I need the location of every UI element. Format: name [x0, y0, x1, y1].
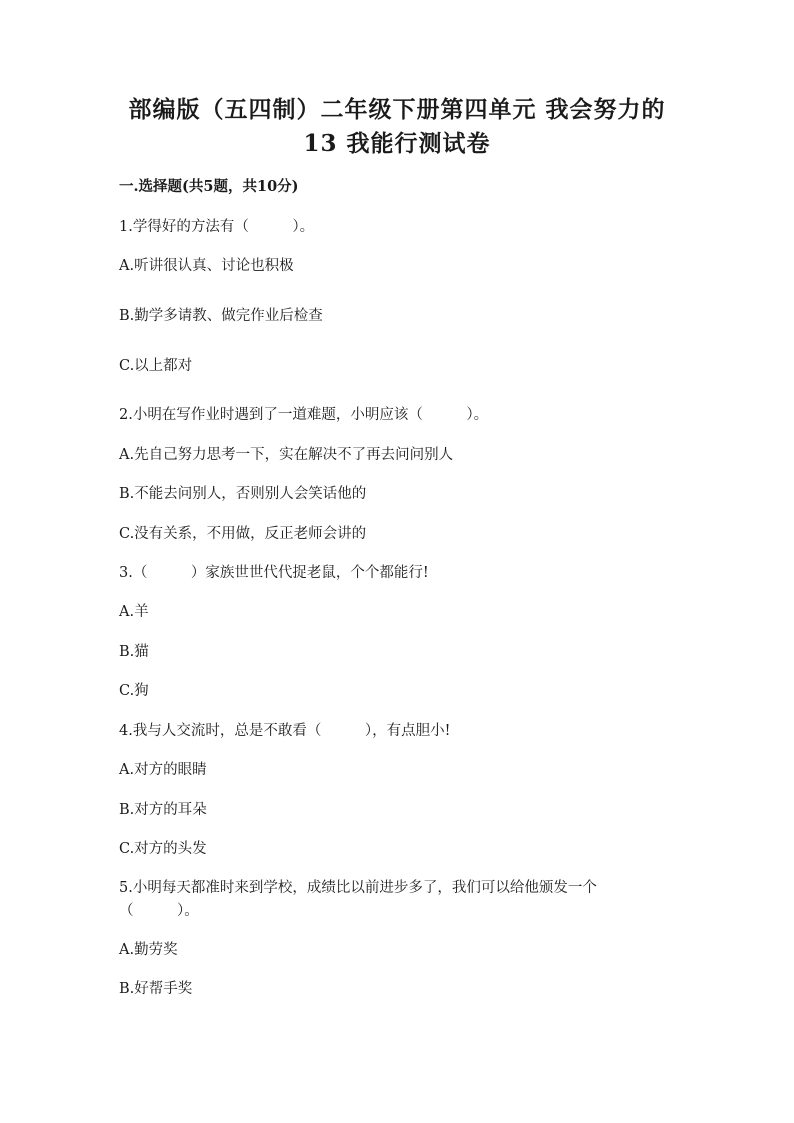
option-c: C.没有关系，不用做，反正老师会讲的 — [119, 526, 367, 542]
question-stem-continued: （ ）。 — [119, 903, 199, 919]
option-c: C.以上都对 — [119, 358, 193, 374]
option-b: B.对方的耳朵 — [119, 802, 207, 818]
question-stem: 2.小明在写作业时遇到了一道难题，小明应该（ ）。 — [119, 407, 489, 423]
title-line-1: 部编版（五四制）二年级下册第四单元 我会努力的 — [128, 96, 666, 123]
option-b: B.不能去问别人，否则别人会笑话他的 — [119, 486, 367, 502]
question-stem: 4.我与人交流时，总是不敢看（ ），有点胆小! — [119, 723, 451, 739]
option-b: B.勤学多请教、做完作业后检查 — [119, 308, 323, 324]
title-line-2: 13 我能行测试卷 — [303, 130, 491, 157]
option-a: A.对方的眼睛 — [119, 762, 207, 778]
question-stem: 5.小明每天都准时来到学校，成绩比以前进步多了，我们可以给他颁发一个 — [119, 880, 597, 896]
question-stem: 1.学得好的方法有（ ）。 — [119, 219, 315, 235]
option-a: A.勤劳奖 — [119, 942, 178, 958]
option-c: C.狗 — [119, 683, 149, 699]
option-a: A.听讲很认真、讨论也积极 — [119, 258, 294, 274]
option-c: C.对方的头发 — [119, 841, 207, 857]
option-b: B.猫 — [119, 644, 149, 660]
option-a: A.先自己努力思考一下，实在解决不了再去问问别人 — [119, 447, 454, 463]
question-stem: 3.（ ）家族世世代代捉老鼠，个个都能行! — [119, 565, 429, 581]
option-b: B.好帮手奖 — [119, 981, 193, 997]
option-a: A.羊 — [119, 604, 149, 620]
section-heading: 一.选择题(共5题，共10分) — [119, 178, 299, 195]
